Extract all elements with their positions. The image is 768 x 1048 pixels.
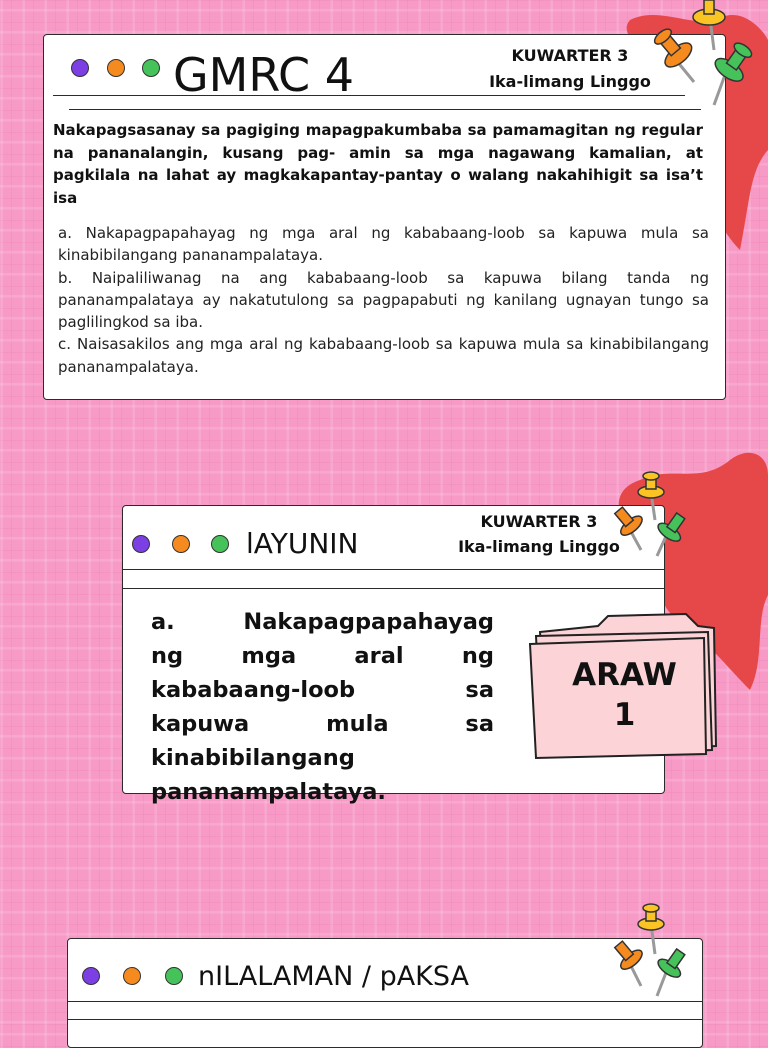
week-label: Ika-limang Linggo	[489, 72, 651, 91]
dot-purple	[82, 967, 100, 985]
content-standard: Nakapagsasanay sa pagiging mapagpakumbaba sa pamamagitan ng regular na pananalangin, kusang pag- amin sa mga nagawang kamalian, at pagkilala na lahat ay magkakapantay-pantay o walang nakahihigit sa isa’t isa	[53, 121, 703, 207]
section-title: lAYUNIN	[246, 527, 359, 560]
objective-b: b. Naipaliliwanag na ang kababaang-loob sa kapuwa bilang tanda ng pananampalataya ay nakatutulong sa pagpapabuti ng kanilang ugnayan tungo sa paglilingkod sa iba.	[58, 268, 709, 332]
objectives-list	[58, 222, 709, 378]
push-pin-icon	[640, 0, 760, 115]
dot-orange	[172, 535, 190, 553]
title-divider-2	[69, 109, 701, 110]
push-pin-icon	[603, 902, 698, 1002]
day-label	[537, 655, 712, 735]
objective-line: pananampalataya.	[151, 779, 386, 806]
objective-line: kababaang-loob sa	[151, 677, 494, 704]
quarter-label: KUWARTER 3	[511, 46, 629, 65]
dot-orange	[123, 967, 141, 985]
dot-orange	[107, 59, 125, 77]
section-title: nILALAMAN / pAKSA	[198, 961, 469, 992]
title-divider	[122, 569, 665, 570]
push-pin-icon	[603, 470, 698, 560]
objective-line: kinabibilangang	[151, 745, 355, 772]
objective-text	[151, 605, 494, 810]
title-divider	[53, 95, 685, 96]
dot-purple	[71, 59, 89, 77]
objective-line: a. Nakapagpapahayag	[151, 609, 494, 635]
objective-a: a. Nakapagpapahayag ng mga aral ng kababaang-loob sa kapuwa mula sa kinabibilangang pananampalataya.	[58, 224, 709, 265]
dot-green	[165, 967, 183, 985]
objective-line: kapuwa mula sa	[151, 711, 494, 738]
quarter-label: KUWARTER 3	[480, 512, 598, 531]
day-label-line2: 1	[613, 697, 636, 733]
title-divider-2	[122, 588, 665, 589]
page-title: GMRC 4	[173, 48, 355, 102]
week-label: Ika-limang Linggo	[458, 537, 620, 556]
dot-green	[142, 59, 160, 77]
objective-line: ng mga aral ng	[151, 643, 494, 670]
title-divider-2	[67, 1019, 703, 1020]
day-label-line1: ARAW	[572, 657, 677, 693]
objective-c: c. Naisasakilos ang mga aral ng kababaang-loob sa kapuwa mula sa kinabibilangang pananampalataya.	[58, 335, 709, 376]
dot-green	[211, 535, 229, 553]
dot-purple	[132, 535, 150, 553]
